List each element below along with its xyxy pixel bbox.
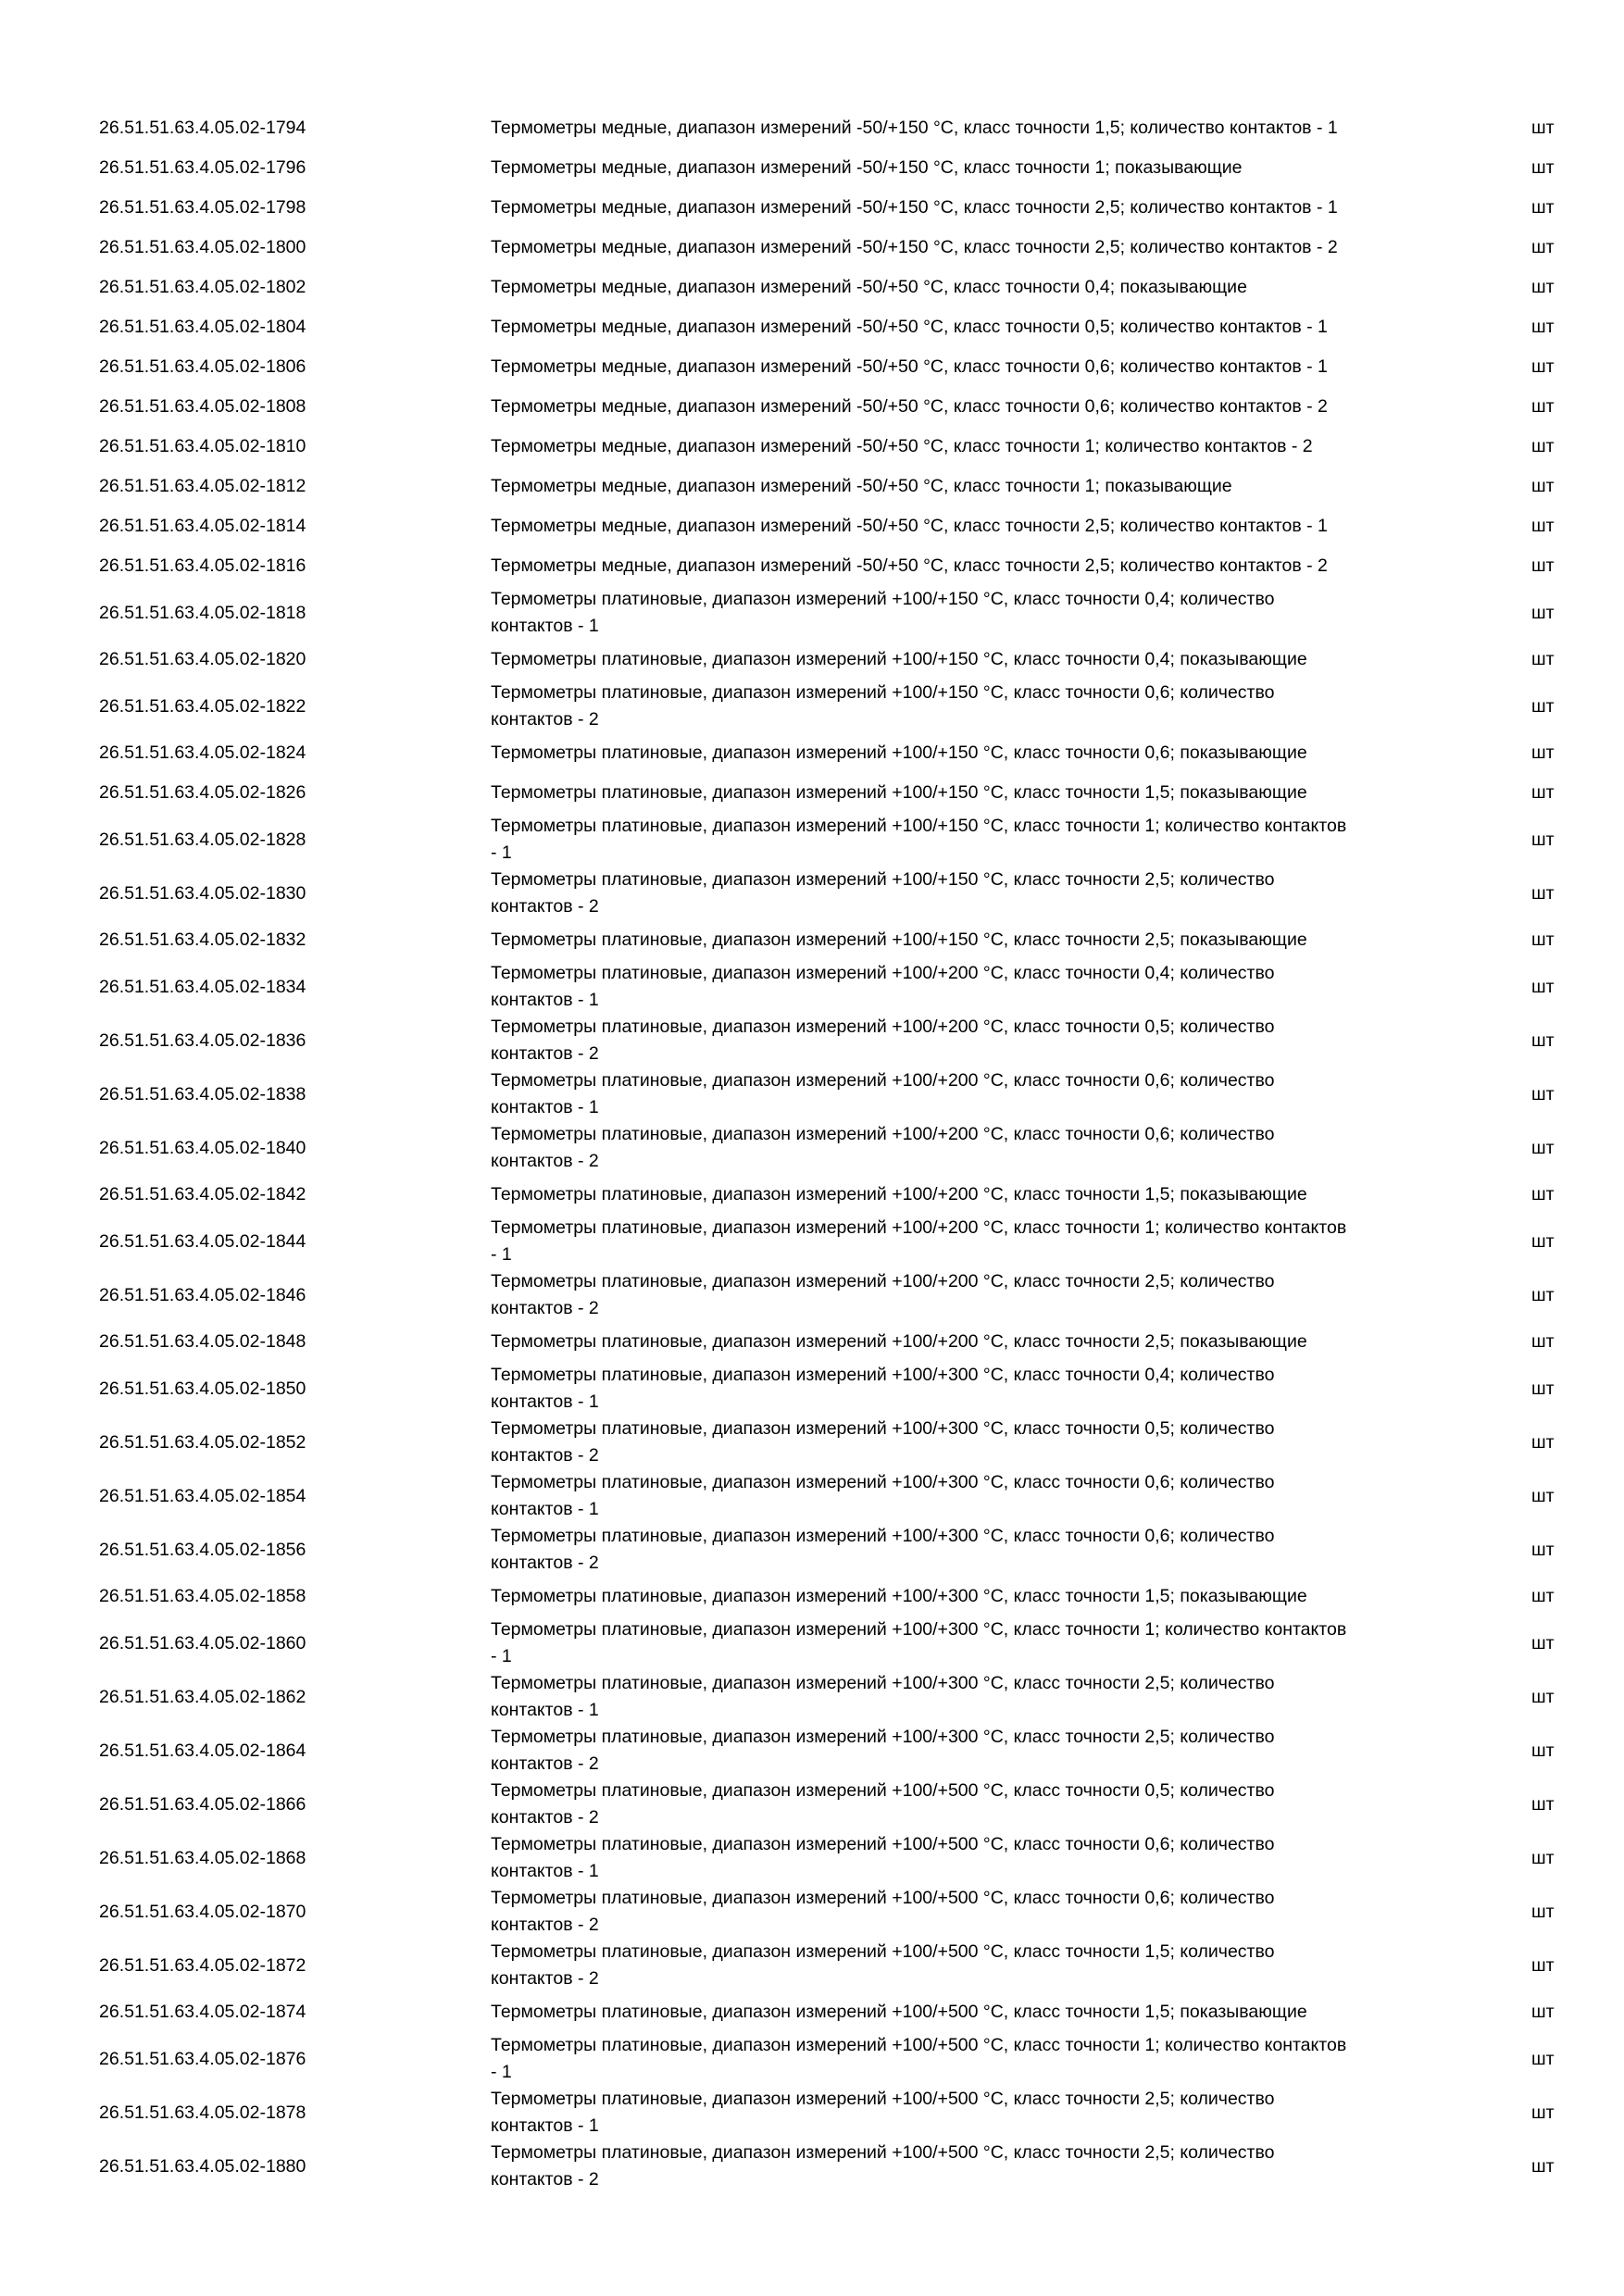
item-description-line: Термометры медные, диапазон измерений -50/+50 °С, класс точности 0,6; количество контактов - 1 [491,356,1328,377]
item-code: 26.51.51.63.4.05.02-1796 [99,157,306,178]
item-description [491,108,1454,148]
item-code: 26.51.51.63.4.05.02-1814 [99,516,306,536]
item-unit: шт [1531,1632,1555,1653]
item-description-line: Термометры платиновые, диапазон измерений +100/+300 °С, класс точности 0,6; количество [491,1472,1275,1492]
item-unit: шт [1531,782,1555,803]
item-description-line: Термометры платиновые, диапазон измерений +100/+300 °С, класс точности 1,5; показывающие [491,1586,1307,1606]
item-description-line: Термометры платиновые, диапазон измерений +100/+150 °С, класс точности 1; количество контактов [491,816,1347,836]
item-unit: шт [1531,1847,1555,1868]
item-code: 26.51.51.63.4.05.02-1864 [99,1740,306,1761]
item-description [491,680,1454,733]
item-description [491,1724,1454,1778]
item-code: 26.51.51.63.4.05.02-1824 [99,742,306,763]
item-description-line: Термометры платиновые, диапазон измерений +100/+300 °С, класс точности 1; количество контактов [491,1619,1347,1640]
table-row [0,1778,1624,1831]
item-description [491,1416,1454,1469]
item-unit: шт [1531,1378,1555,1399]
item-description [491,1885,1454,1939]
item-unit: шт [1531,516,1555,536]
item-description [491,268,1454,307]
table-row [0,1670,1624,1724]
item-description [491,773,1454,813]
table-row [0,427,1624,467]
item-unit: шт [1531,118,1555,138]
item-unit: шт [1531,1954,1555,1976]
table-row [0,387,1624,427]
table-row [0,1523,1624,1577]
item-unit: шт [1531,976,1555,997]
item-code: 26.51.51.63.4.05.02-1848 [99,1331,306,1352]
table-row [0,1268,1624,1322]
item-description [491,1992,1454,2032]
item-code: 26.51.51.63.4.05.02-1794 [99,118,306,138]
item-description-line: Термометры платиновые, диапазон измерений +100/+300 °С, класс точности 0,4; количество [491,1365,1275,1385]
item-code: 26.51.51.63.4.05.02-1856 [99,1539,306,1560]
item-code: 26.51.51.63.4.05.02-1800 [99,237,306,257]
item-description-line: Термометры платиновые, диапазон измерений +100/+150 °С, класс точности 0,4; показывающие [491,649,1307,669]
item-unit: шт [1531,1686,1555,1707]
item-code: 26.51.51.63.4.05.02-1820 [99,649,306,669]
item-description-line: Термометры медные, диапазон измерений -50/+50 °С, класс точности 1; показывающие [491,476,1232,496]
item-description-line: Термометры медные, диапазон измерений -50/+150 °С, класс точности 1,5; количество контактов - 1 [491,118,1338,138]
table-row [0,1067,1624,1121]
item-description-line: Термометры платиновые, диапазон измерений +100/+150 °С, класс точности 2,5; количество [491,869,1275,890]
item-description [491,188,1454,228]
item-description [491,1577,1454,1616]
item-code: 26.51.51.63.4.05.02-1878 [99,2102,306,2123]
item-code: 26.51.51.63.4.05.02-1826 [99,782,306,803]
item-code: 26.51.51.63.4.05.02-1828 [99,829,306,850]
item-description-line: - 1 [491,2062,512,2082]
item-description-line: контактов - 1 [491,990,599,1010]
item-unit: шт [1531,829,1555,850]
table-row [0,307,1624,347]
item-code: 26.51.51.63.4.05.02-1836 [99,1029,306,1051]
item-description [491,867,1454,920]
item-unit: шт [1531,1431,1555,1453]
item-description [491,387,1454,427]
item-unit: шт [1531,1083,1555,1104]
item-description-line: контактов - 1 [491,1391,599,1412]
item-code: 26.51.51.63.4.05.02-1840 [99,1137,306,1158]
item-unit: шт [1531,157,1555,178]
table-row [0,268,1624,307]
table-row [0,2140,1624,2193]
table-row [0,680,1624,733]
item-description-line: Термометры платиновые, диапазон измерений +100/+500 °С, класс точности 0,6; количество [491,1834,1275,1854]
item-description-line: Термометры платиновые, диапазон измерений +100/+500 °С, класс точности 0,6; количество [491,1888,1275,1908]
item-description-line: контактов - 2 [491,1807,599,1828]
item-description-line: Термометры медные, диапазон измерений -50/+50 °С, класс точности 0,6; количество контактов - 2 [491,396,1328,417]
item-description-line: контактов - 2 [491,2169,599,2190]
item-description [491,2032,1454,2086]
table-row [0,733,1624,773]
item-description-line: Термометры платиновые, диапазон измерений +100/+500 °С, класс точности 1; количество контактов [491,2035,1347,2055]
item-unit: шт [1531,2102,1555,2123]
item-description [491,1523,1454,1577]
item-code: 26.51.51.63.4.05.02-1870 [99,1901,306,1922]
item-unit: шт [1531,1539,1555,1560]
item-description-line: - 1 [491,1244,512,1265]
item-unit: шт [1531,436,1555,456]
item-code: 26.51.51.63.4.05.02-1804 [99,317,306,337]
item-unit: шт [1531,356,1555,377]
item-description-line: Термометры платиновые, диапазон измерений +100/+200 °С, класс точности 2,5; показывающие [491,1331,1307,1352]
table-row [0,506,1624,546]
item-unit: шт [1531,2048,1555,2069]
table-row [0,920,1624,960]
item-unit: шт [1531,602,1555,623]
item-unit: шт [1531,2155,1555,2177]
item-code: 26.51.51.63.4.05.02-1806 [99,356,306,377]
table-row [0,188,1624,228]
item-description-line: Термометры платиновые, диапазон измерений +100/+150 °С, класс точности 0,6; показывающие [491,742,1307,763]
item-description [491,1175,1454,1215]
item-description [491,813,1454,867]
table-row [0,1014,1624,1067]
item-description-line: Термометры платиновые, диапазон измерений +100/+500 °С, класс точности 2,5; количество [491,2089,1275,2109]
table-row [0,1885,1624,1939]
item-description-line: Термометры медные, диапазон измерений -50/+50 °С, класс точности 2,5; количество контактов - 1 [491,516,1328,536]
item-description-line: Термометры платиновые, диапазон измерений +100/+200 °С, класс точности 0,6; количество [491,1124,1275,1144]
item-unit: шт [1531,742,1555,763]
item-code: 26.51.51.63.4.05.02-1874 [99,2002,306,2022]
item-unit: шт [1531,197,1555,218]
item-description-line: Термометры платиновые, диапазон измерений +100/+200 °С, класс точности 0,5; количество [491,1017,1275,1037]
item-code: 26.51.51.63.4.05.02-1822 [99,695,306,717]
item-code: 26.51.51.63.4.05.02-1810 [99,436,306,456]
price-table [0,108,1624,2193]
table-row [0,546,1624,586]
item-description [491,1067,1454,1121]
item-unit: шт [1531,1793,1555,1815]
item-unit: шт [1531,555,1555,576]
item-description-line: контактов - 1 [491,1861,599,1881]
table-row [0,2032,1624,2086]
table-row [0,228,1624,268]
item-description-line: Термометры платиновые, диапазон измерений +100/+200 °С, класс точности 1; количество контактов [491,1217,1347,1238]
item-description-line: Термометры платиновые, диапазон измерений +100/+200 °С, класс точности 2,5; количество [491,1271,1275,1292]
item-unit: шт [1531,237,1555,257]
item-description-line: Термометры медные, диапазон измерений -50/+50 °С, класс точности 2,5; количество контактов - 2 [491,555,1328,576]
table-row [0,467,1624,506]
item-code: 26.51.51.63.4.05.02-1872 [99,1954,306,1976]
item-code: 26.51.51.63.4.05.02-1876 [99,2048,306,2069]
item-unit: шт [1531,1137,1555,1158]
item-description [491,347,1454,387]
item-description [491,960,1454,1014]
item-description-line: Термометры медные, диапазон измерений -50/+50 °С, класс точности 0,4; показывающие [491,277,1247,297]
table-row [0,1175,1624,1215]
item-description-line: Термометры медные, диапазон измерений -50/+50 °С, класс точности 1; количество контактов - 2 [491,436,1313,456]
item-description [491,1778,1454,1831]
item-description-line: Термометры платиновые, диапазон измерений +100/+500 °С, класс точности 1,5; показывающие [491,2002,1307,2022]
item-description-line: Термометры платиновые, диапазон измерений +100/+150 °С, класс точности 0,6; количество [491,682,1275,703]
item-description-line: - 1 [491,1646,512,1666]
item-description [491,506,1454,546]
table-row [0,1362,1624,1416]
item-code: 26.51.51.63.4.05.02-1860 [99,1632,306,1653]
table-row [0,773,1624,813]
item-description-line: Термометры платиновые, диапазон измерений +100/+200 °С, класс точности 0,6; количество [491,1070,1275,1091]
item-description [491,228,1454,268]
item-code: 26.51.51.63.4.05.02-1798 [99,197,306,218]
item-code: 26.51.51.63.4.05.02-1866 [99,1793,306,1815]
table-row [0,1724,1624,1778]
item-description-line: контактов - 1 [491,2115,599,2136]
item-unit: шт [1531,695,1555,717]
item-description [491,546,1454,586]
item-description [491,467,1454,506]
table-row [0,1577,1624,1616]
item-code: 26.51.51.63.4.05.02-1844 [99,1230,306,1252]
item-description [491,1215,1454,1268]
item-code: 26.51.51.63.4.05.02-1852 [99,1431,306,1453]
item-description-line: контактов - 2 [491,1298,599,1318]
item-description-line: Термометры платиновые, диапазон измерений +100/+150 °С, класс точности 2,5; показывающие [491,930,1307,950]
item-code: 26.51.51.63.4.05.02-1808 [99,396,306,417]
item-description-line: Термометры платиновые, диапазон измерений +100/+300 °С, класс точности 0,5; количество [491,1418,1275,1439]
item-description-line: контактов - 2 [491,1553,599,1573]
table-row [0,1322,1624,1362]
table-row [0,586,1624,640]
item-unit: шт [1531,476,1555,496]
item-code: 26.51.51.63.4.05.02-1832 [99,930,306,950]
table-row [0,2086,1624,2140]
item-description-line: Термометры платиновые, диапазон измерений +100/+500 °С, класс точности 0,5; количество [491,1780,1275,1801]
item-description-line: контактов - 1 [491,1097,599,1117]
item-description-line: Термометры платиновые, диапазон измерений +100/+150 °С, класс точности 0,4; количество [491,589,1275,609]
item-description-line: Термометры платиновые, диапазон измерений +100/+300 °С, класс точности 2,5; количество [491,1727,1275,1747]
item-code: 26.51.51.63.4.05.02-1812 [99,476,306,496]
item-code: 26.51.51.63.4.05.02-1846 [99,1284,306,1305]
item-description-line: Термометры платиновые, диапазон измерений +100/+200 °С, класс точности 1,5; показывающие [491,1184,1307,1204]
item-code: 26.51.51.63.4.05.02-1880 [99,2155,306,2177]
item-unit: шт [1531,1184,1555,1204]
item-code: 26.51.51.63.4.05.02-1838 [99,1083,306,1104]
item-description [491,1939,1454,1992]
table-row [0,148,1624,188]
item-unit: шт [1531,317,1555,337]
table-row [0,1939,1624,1992]
item-code: 26.51.51.63.4.05.02-1830 [99,882,306,904]
item-description-line: Термометры медные, диапазон измерений -50/+150 °С, класс точности 1; показывающие [491,157,1243,178]
item-description-line: Термометры платиновые, диапазон измерений +100/+150 °С, класс точности 1,5; показывающие [491,782,1307,803]
item-description-line: контактов - 2 [491,1753,599,1774]
table-row [0,1831,1624,1885]
table-row [0,1215,1624,1268]
item-description-line: контактов - 2 [491,896,599,917]
table-row [0,1121,1624,1175]
item-unit: шт [1531,1901,1555,1922]
item-description [491,733,1454,773]
table-row [0,640,1624,680]
item-code: 26.51.51.63.4.05.02-1818 [99,602,306,623]
item-description [491,1670,1454,1724]
item-code: 26.51.51.63.4.05.02-1834 [99,976,306,997]
item-unit: шт [1531,1740,1555,1761]
item-description-line: контактов - 2 [491,1968,599,1989]
item-description-line: контактов - 2 [491,1043,599,1064]
item-description-line: контактов - 1 [491,1700,599,1720]
item-description [491,2086,1454,2140]
table-row [0,347,1624,387]
item-unit: шт [1531,1485,1555,1506]
item-description-line: Термометры платиновые, диапазон измерений +100/+300 °С, класс точности 0,6; количество [491,1526,1275,1546]
item-unit: шт [1531,1331,1555,1352]
item-description [491,1322,1454,1362]
item-unit: шт [1531,2002,1555,2022]
item-unit: шт [1531,649,1555,669]
item-description [491,586,1454,640]
item-description-line: контактов - 2 [491,1915,599,1935]
item-code: 26.51.51.63.4.05.02-1816 [99,555,306,576]
item-description-line: контактов - 2 [491,709,599,730]
item-description [491,1469,1454,1523]
item-description-line: Термометры платиновые, диапазон измерений +100/+500 °С, класс точности 1,5; количество [491,1941,1275,1962]
item-unit: шт [1531,882,1555,904]
item-description [491,148,1454,188]
item-code: 26.51.51.63.4.05.02-1802 [99,277,306,297]
item-description [491,307,1454,347]
item-description [491,1831,1454,1885]
item-unit: шт [1531,930,1555,950]
item-description-line: Термометры медные, диапазон измерений -50/+150 °С, класс точности 2,5; количество контактов - 1 [491,197,1338,218]
item-description-line: Термометры платиновые, диапазон измерений +100/+300 °С, класс точности 2,5; количество [491,1673,1275,1693]
item-description [491,427,1454,467]
table-row [0,1469,1624,1523]
item-description-line: контактов - 2 [491,1151,599,1171]
table-row [0,813,1624,867]
item-description [491,1121,1454,1175]
table-row [0,1616,1624,1670]
item-unit: шт [1531,396,1555,417]
table-row [0,1416,1624,1469]
item-description [491,920,1454,960]
table-row [0,1992,1624,2032]
item-description [491,1362,1454,1416]
item-code: 26.51.51.63.4.05.02-1850 [99,1378,306,1399]
item-code: 26.51.51.63.4.05.02-1854 [99,1485,306,1506]
item-description-line: Термометры платиновые, диапазон измерений +100/+500 °С, класс точности 2,5; количество [491,2142,1275,2163]
item-unit: шт [1531,277,1555,297]
item-code: 26.51.51.63.4.05.02-1862 [99,1686,306,1707]
item-unit: шт [1531,1230,1555,1252]
item-description [491,1616,1454,1670]
item-description-line: Термометры платиновые, диапазон измерений +100/+200 °С, класс точности 0,4; количество [491,963,1275,983]
item-description-line: контактов - 1 [491,616,599,636]
item-description-line: Термометры медные, диапазон измерений -50/+50 °С, класс точности 0,5; количество контактов - 1 [491,317,1328,337]
item-description [491,2140,1454,2193]
table-row [0,867,1624,920]
item-description-line: контактов - 2 [491,1445,599,1466]
item-unit: шт [1531,1029,1555,1051]
item-description [491,640,1454,680]
item-code: 26.51.51.63.4.05.02-1868 [99,1847,306,1868]
item-description [491,1014,1454,1067]
item-code: 26.51.51.63.4.05.02-1858 [99,1586,306,1606]
item-code: 26.51.51.63.4.05.02-1842 [99,1184,306,1204]
item-description-line: контактов - 1 [491,1499,599,1519]
item-description [491,1268,1454,1322]
table-row [0,960,1624,1014]
item-description-line: Термометры медные, диапазон измерений -50/+150 °С, класс точности 2,5; количество контактов - 2 [491,237,1338,257]
item-unit: шт [1531,1284,1555,1305]
item-description-line: - 1 [491,842,512,863]
item-unit: шт [1531,1586,1555,1606]
table-row [0,108,1624,148]
